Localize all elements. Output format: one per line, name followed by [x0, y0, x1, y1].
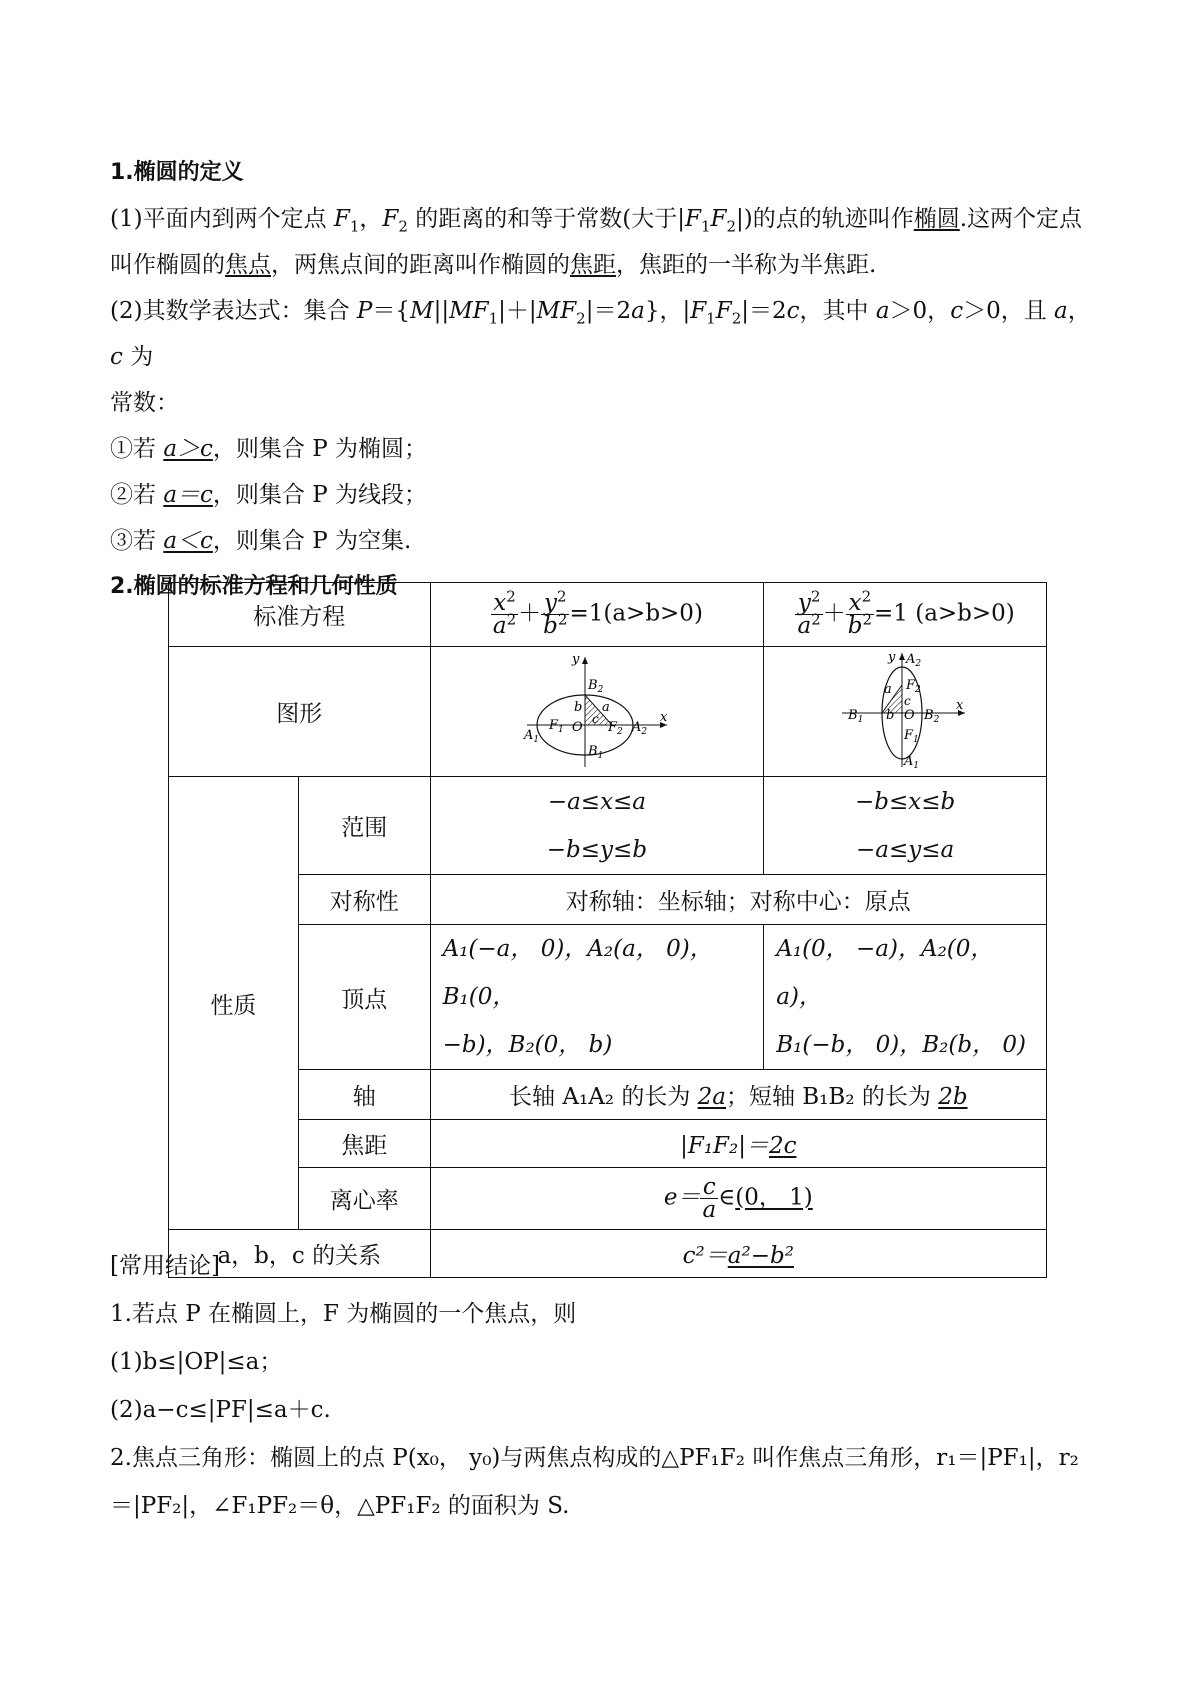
- common-conclusions: [110, 1242, 1100, 1530]
- figure-vertical-ellipse: [764, 647, 1047, 777]
- svg-text:B1: $B_1$: [587, 743, 604, 761]
- case-3: ③若 a＜c，则集合 P 为空集.: [110, 528, 412, 554]
- range-horizontal: −a≤x≤a −b≤y≤b: [430, 777, 764, 875]
- row-figure: [169, 647, 1047, 777]
- svg-text:c: c: [904, 693, 911, 708]
- svg-text:A2: $A_2$: [906, 651, 922, 669]
- vertical-ellipse-diagram: [840, 649, 970, 769]
- focal-value: |F₁F₂|＝2c: [430, 1120, 1046, 1168]
- term-ellipse: 椭圆: [913, 206, 960, 232]
- svg-text:x: x: [659, 709, 668, 725]
- svg-text:B1: $B_1$: [848, 707, 864, 725]
- svg-text:B2: $B_2$: [587, 677, 604, 695]
- svg-text:b: b: [886, 707, 895, 723]
- label-properties: 性质: [169, 777, 299, 1230]
- label-symmetry: 对称性: [298, 875, 430, 925]
- vertex-vertical: A₁(0， −a)，A₂(0， a)， B₁(−b， 0)，B₂(b， 0): [764, 925, 1047, 1070]
- case-1: ①若 a＞c，则集合 P 为椭圆；: [110, 436, 428, 462]
- row-range: [169, 777, 1047, 875]
- section1-title: 1.椭圆的定义: [110, 160, 244, 185]
- svg-text:A1: $A_1$: [904, 753, 920, 769]
- eccentricity-value: e＝ $\frac{c}{a}$ ∈(0， 1): [430, 1168, 1046, 1230]
- equation-vertical: $\frac{y^2}{a^2}$ ＋ $\frac{x^2}{b^2}$ =1 (a>b>0): [764, 583, 1047, 647]
- label-relation: a，b，c 的关系: [169, 1230, 431, 1278]
- vertex-horizontal: A₁(−a， 0)，A₂(a， 0)，B₁(0， −b)，B₂(0， b): [430, 925, 764, 1070]
- svg-text:y: y: [888, 649, 896, 665]
- figure-horizontal-ellipse: [430, 647, 764, 777]
- conclusion-1-2: (2)a−c≤|PF|≤a＋c.: [110, 1397, 331, 1423]
- symmetry-value: 对称轴：坐标轴；对称中心：原点: [430, 875, 1046, 925]
- section-definition: [110, 150, 1100, 610]
- label-eccentricity: 离心率: [298, 1168, 430, 1230]
- conclusion-2: 2.焦点三角形：椭圆上的点 P(x₀， y₀)与两焦点构成的△PF₁F₂ 叫作焦点三角形，r₁＝|PF₁|，r₂ ＝|PF₂|，∠F₁PF₂＝θ，△PF₁F₂ 的面积为 S.: [110, 1445, 1079, 1519]
- svg-text:F1: $F_1$: [548, 717, 564, 735]
- label-range: 范围: [298, 777, 430, 875]
- range-vertical: −b≤x≤b −a≤y≤a: [764, 777, 1047, 875]
- definition-paragraph-2: (2)其数学表达式：集合 $P=\{M||MF_1|+|MF_2|=2a\}$，$|F_1F_2|=2c$，其中 a＞0，c＞0，且 a，c 为 常数：: [110, 298, 1091, 416]
- svg-text:F1: $F_1$: [904, 727, 919, 745]
- svg-text:x: x: [956, 697, 964, 713]
- horizontal-ellipse-diagram: [522, 649, 672, 769]
- svg-text:O: O: [571, 719, 583, 735]
- svg-text:y: y: [571, 651, 580, 667]
- equation-horizontal: $\frac{x^2}{a^2}$ ＋ $\frac{y^2}{b^2}$ =1(a>b>0): [430, 583, 764, 647]
- svg-text:F2: $F_2$: [906, 677, 921, 695]
- svg-text:B2: $B_2$: [924, 707, 940, 725]
- svg-text:F2: $F_2$: [607, 719, 623, 737]
- ellipse-properties-table: [168, 582, 1047, 1278]
- conclusion-1-1: (1)b≤|OP|≤a；: [110, 1349, 283, 1375]
- definition-paragraph-1: (1)平面内到两个定点 $F_1$，$F_2$ 的距离的和等于常数(大于$|F_1F_2|$)的点的轨迹叫作椭圆.这两个定点 叫作椭圆的焦点，两焦点间的距离叫作椭圆的焦距，焦距的一半称为半焦距.: [110, 206, 1083, 278]
- row-vertex: [169, 925, 1047, 1070]
- case-2: ②若 a＝c，则集合 P 为线段；: [110, 482, 428, 508]
- label-figure: 图形: [169, 647, 431, 777]
- conclusion-1: 1.若点 P 在椭圆上，F 为椭圆的一个焦点，则: [110, 1301, 577, 1327]
- row-symmetry: [169, 875, 1047, 925]
- svg-text:b: b: [573, 699, 583, 715]
- svg-text:a: a: [884, 681, 892, 697]
- row-eccentricity: [169, 1168, 1047, 1230]
- svg-text:A2: $A_2$: [631, 719, 648, 737]
- row-focal: [169, 1120, 1047, 1168]
- relation-value: c²＝a²−b²: [430, 1230, 1046, 1278]
- label-focal: 焦距: [298, 1120, 430, 1168]
- svg-text:A1: $A_1$: [523, 727, 540, 745]
- svg-text:O: O: [904, 707, 915, 723]
- label-vertex: 顶点: [298, 925, 430, 1070]
- term-focal-length: 焦距: [570, 252, 616, 278]
- axis-value: 长轴 A₁A₂ 的长为 2a；短轴 B₁B₂ 的长为 2b: [430, 1070, 1046, 1120]
- conclusions-title: [常用结论]: [110, 1253, 220, 1279]
- term-focus: 焦点: [225, 252, 271, 278]
- svg-text:c: c: [591, 711, 599, 726]
- section2-title: 2.椭圆的标准方程和几何性质: [110, 574, 398, 599]
- svg-text:a: a: [601, 699, 610, 715]
- row-equation: [169, 583, 1047, 647]
- label-axis: 轴: [298, 1070, 430, 1120]
- label-equation: 标准方程: [169, 583, 431, 647]
- row-axis: [169, 1070, 1047, 1120]
